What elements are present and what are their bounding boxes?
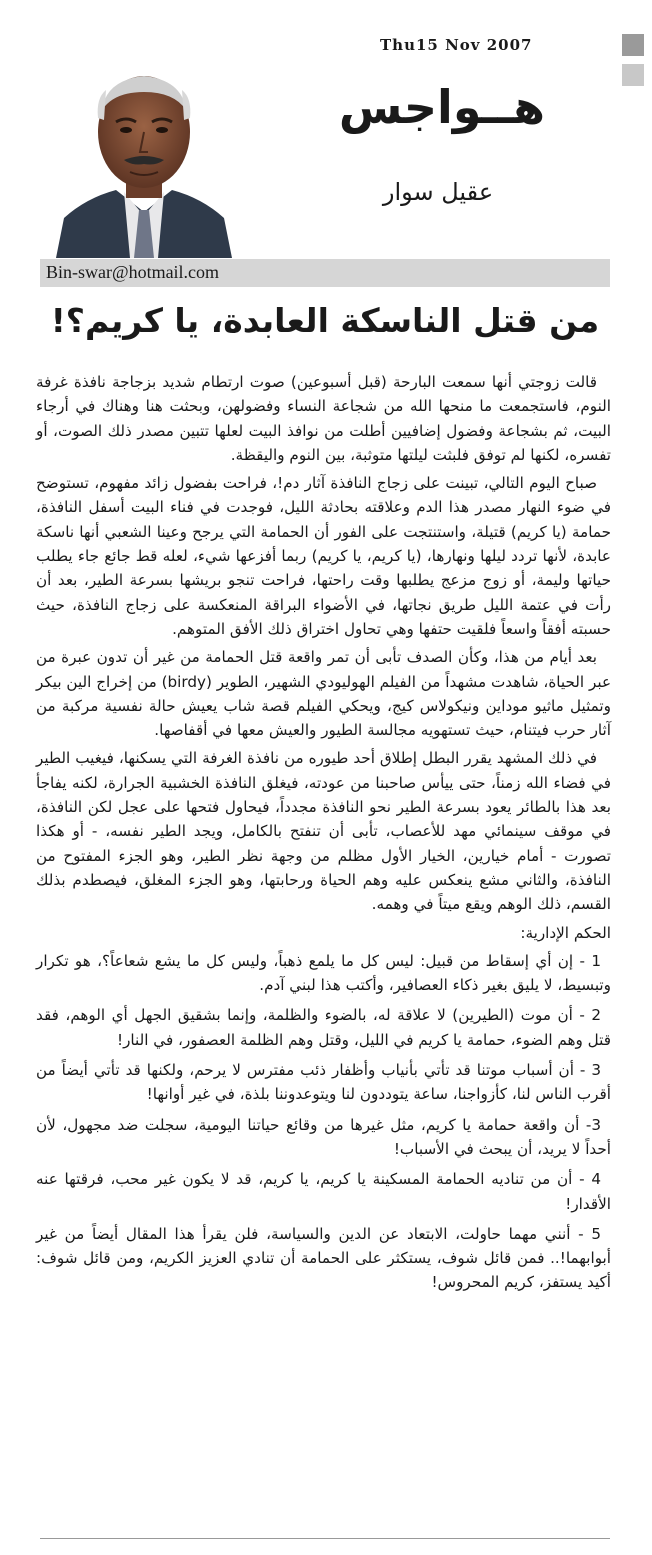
column-title: هــواجس [338,80,545,134]
lessons-heading: الحكم الإدارية: [520,923,611,942]
article-paragraph: قالت زوجتي أنها سمعت البارحة (قبل أسبوعين) صوت ارتطام شديد بزجاجة نافذة غرفة النوم، فاستجمعت ما منحها الله من شجاعة النساء وفضولهن، وبحثت هنا وهناك في أرجاء البيت، ثم بشجاعة وفضول إضافيين أطلت من نوافذ البيت لعلها تتبين مصدر ذلك الصوت، أو تفسره، لكنها لم توفق فلبثت ليلتها متوثبة، بين النوم واليقظة. [36,373,611,464]
lesson-item: 5 - أنني مهما حاولت، الابتعاد عن الدين والسياسة، فلن يقرأ هذا المقال أيضاً من غير أبوابهما!.. فمن قائل شوف، يستكثر على الحمامة أن تنادي العزيز الكريم، ومن قائل شوف: أكيد يستفز، كريم المحروس! [36,1224,611,1292]
side-bar-decoration [622,34,644,56]
lesson-item: 2 - أن موت (الطيرين) لا علاقة له، بالضوء والظلمة، وإنما بشقيق الجهل أي الوهم، فقد قتل وهم الضوء، حمامة يا كريم في الليل، وقتل وهم الظلمة العصفور، في النار! [36,1006,611,1049]
article-body [36,370,611,1301]
author-portrait [46,40,242,258]
author-name: عقيل سوار [382,178,494,206]
article-paragraph: في ذلك المشهد يقرر البطل إطلاق أحد طيوره من نافذة الغرفة التي يسكنها، فيغيب الطير في فضاء الله زمناً، حتى ييأس صاحبنا من عودته، فيغلق النافذة الخشبية الجرارة، لكنه يفاجأ بعد هذا بالطائر يعود بسرعة الطير نحو النافذة مجدداً، فيحاول فتحها على عجل لكن النافذة، في موقف سينمائي مهد للأعصاب، تأبى أن تنفتح بالكامل، ويجد الطير نفسه، - أو هكذا تصورت - أمام خيارين، الخيار الأول مظلم من وجهة نظر الطير، وهو الجزء المفتوح من النافذة، والثاني مشع ينعكس عليه وهم الحياة ورحابتها، وهو الجزء المغلق، فيصطدم بذلك القسم، ذلك الوهم ويقع ميتاً في وهمه. [36,749,611,914]
lesson-item: 4 - أن من تناديه الحمامة المسكينة يا كريم، يا كريم، قد لا يكون غير محب، فرقتها عنه الأقدار! [36,1170,611,1213]
article-paragraph: بعد أيام من هذا، وكأن الصدف تأبى أن تمر واقعة قتل الحمامة من غير أن تدون عبرة من عبر الحياة، شاهدت مشهداً من الفيلم الهوليودي الشهير، الطوير (birdy) من إخراج الين بيكر وتمثيل ماثيو موداين ونيكولاس كيج، ويحكي الفيلم قصة شاب يعيش حالة نفسية مركبة من آثار حرب فيتنام، حيث تستهويه مجالسة الطيور والعيش معها في أقفاصها. [36,648,612,740]
publication-date: Thu15 Nov 2007 [380,36,533,54]
article-paragraph: صباح اليوم التالي، تبينت على زجاج النافذة آثار دم!، فراحت بفضول زائد مفهوم، تستوضح في ضوء النهار مصدر هذا الدم وعلاقته بحادثة الليل، فوجدت في فناء البيت أسفل النافذة، حمامة (يا كريم) قتيلة، واستنتجت على الفور أن الحمامة التي يرجح وعينا الشعبي أنها ناسكة عابدة، لأنها تردد ليلها ونهارها، (يا كريم، يا كريم) ربما أفزعها شيء، لعله قط جائع جاء يطلب حياتها وليمة، أو زوج مزعج يطلبها وقت راحتها، فراحت تنجو بريشها بسرعة الطير، بعد أن رأت في عتمة الليل طريق نجاتها، في الأضواء البراقة المنعكسة على زجاج النافذة، حيث حسبته أفقاً واسعاً فلقيت حتفها وهي تحاول اختراق ذلك الأفق المتوهم. [36,474,611,638]
side-bar-decoration-light [622,64,644,86]
lesson-item: 3- أن واقعة حمامة يا كريم، مثل غيرها من وقائع حياتنا اليومية، سجلت ضد مجهول، لأن أحداً لا يريد، أن يبحث في الأسباب! [36,1115,611,1158]
author-email: Bin-swar@hotmail.com [46,262,220,282]
lesson-item: 1 - إن أي إسقاط من قبيل: ليس كل ما يلمع ذهباً، وليس كل ما يشع شعاعاً؟، هو تكرار وتبسيط، لا يليق بغير ذكاء العصافير، وأكتب هذا لبني آدم. [36,951,611,995]
lesson-item: 3 - أن أسباب موتنا قد تأتي بأنياب وأظفار ذئب مفترس لا يرحم، ولكنها قد تأتي أيضاً من أقرب الناس لنا، كأزواجنا، ساعة يتوددون لنا ويتوعدوننا بلذة، في غير أوانها! [36,1061,611,1104]
article-headline: من قتل الناسكة العابدة، يا كريم؟! [50,301,600,340]
bottom-divider [40,1538,610,1539]
